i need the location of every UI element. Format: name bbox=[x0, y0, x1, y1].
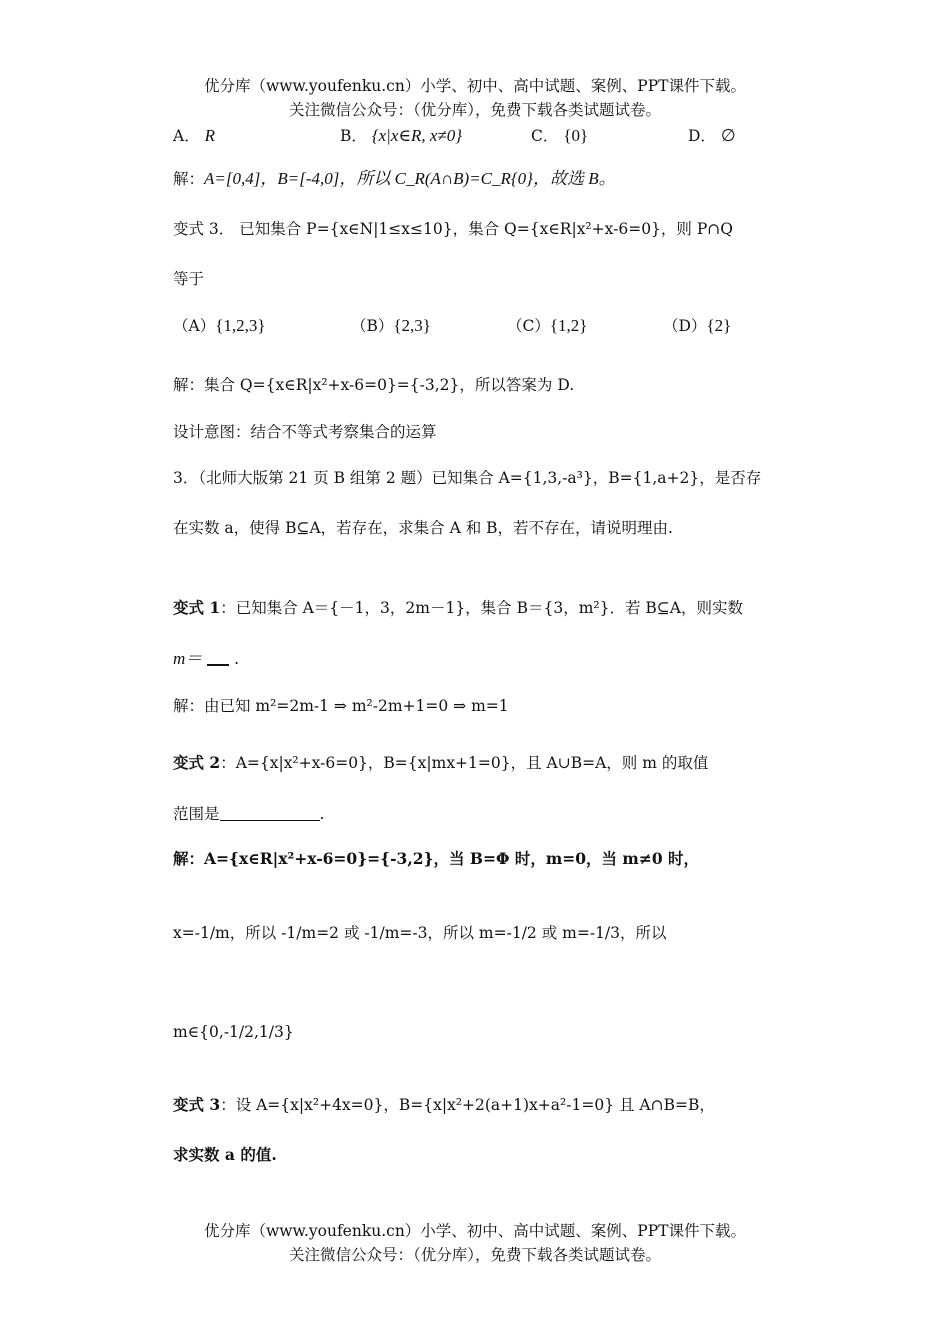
solution-2: 解：集合 Q={x∈R|x²+x-6=0}={-3,2}，所以答案为 D. bbox=[173, 376, 575, 394]
variant-3b-line-2: 求实数 a 的值. bbox=[173, 1145, 277, 1164]
variant-2-line-1: 变式 2：A={x|x²+x-6=0}，B={x|mx+1=0}，且 A∪B=A，则 m 的取值 bbox=[173, 753, 709, 772]
variant-3a-line-1: 变式 3． 已知集合 P={x∈N|1≤x≤10}，集合 Q={x∈R|x²+x-6=0}，则 P∩Q bbox=[173, 220, 733, 238]
option-2a: （A）{1,2,3} bbox=[173, 316, 266, 335]
variant-1-solution: 解：由已知 m²=2m-1 ⇒ m²-2m+1=0 ⇒ m=1 bbox=[173, 697, 509, 715]
problem-3-line-2: 在实数 a，使得 B⊆A，若存在，求集合 A 和 B，若不存在，请说明理由. bbox=[173, 519, 673, 537]
option-c: C． {0} bbox=[531, 126, 589, 145]
header-line-1: 优分库（www.youfenku.cn）小学、初中、高中试题、案例、PPT课件下载。 bbox=[203, 77, 747, 95]
problem-3-line-1: 3．（北师大版第 21 页 B 组第 2 题）已知集合 A={1,3,-a³}，B={1,a+2}，是否存 bbox=[173, 469, 762, 487]
variant-2-solution-line-2: x=-1/m，所以 -1/m=2 或 -1/m=-3，所以 m=-1/2 或 m=-1/3，所以 bbox=[173, 924, 667, 942]
option-2b: （B）{2,3} bbox=[351, 316, 431, 335]
footer-line-1: 优分库（www.youfenku.cn）小学、初中、高中试题、案例、PPT课件下载。 bbox=[203, 1222, 747, 1240]
variant-2-line-2: 范围是 . bbox=[173, 805, 325, 823]
option-2c: （C）{1,2} bbox=[507, 316, 588, 335]
header-line-2: 关注微信公众号：（优分库），免费下载各类试题试卷。 bbox=[288, 101, 661, 119]
variant-2-solution-line-3: m∈{0,-1/2,1/3} bbox=[173, 1023, 294, 1041]
variant-3a-line-2: 等于 bbox=[173, 270, 205, 288]
variant-1-line-2: m＝ . bbox=[173, 649, 240, 668]
design-intent: 设计意图：结合不等式考察集合的运算 bbox=[173, 423, 437, 441]
variant-1-line-1: 变式 1：已知集合 A＝{－1，3，2m－1}，集合 B＝{3，m²}．若 B⊆A，则实数 bbox=[173, 598, 743, 617]
option-b: B． {x|x∈R, x≠0} bbox=[340, 126, 463, 145]
variant-3b-line-1: 变式 3：设 A={x|x²+4x=0}，B={x|x²+2(a+1)x+a²-1=0} 且 A∩B=B， bbox=[173, 1095, 715, 1114]
solution-1: 解：A=[0,4]，B=[-4,0]，所以 C_R(A∩B)=C_R{0}，故选 B。 bbox=[173, 169, 616, 188]
answer-blank[interactable] bbox=[207, 650, 229, 666]
variant-2-solution-line-1: 解：A={x∈R|x²+x-6=0}={-3,2}，当 B=Φ 时，m=0，当 m≠0 时， bbox=[173, 849, 700, 868]
option-2d: （D）{2} bbox=[663, 316, 732, 335]
option-d: D． ∅ bbox=[688, 126, 736, 145]
footer-line-2: 关注微信公众号：（优分库），免费下载各类试题试卷。 bbox=[288, 1246, 661, 1264]
option-a: A． R bbox=[173, 126, 216, 145]
range-blank[interactable] bbox=[220, 806, 320, 821]
